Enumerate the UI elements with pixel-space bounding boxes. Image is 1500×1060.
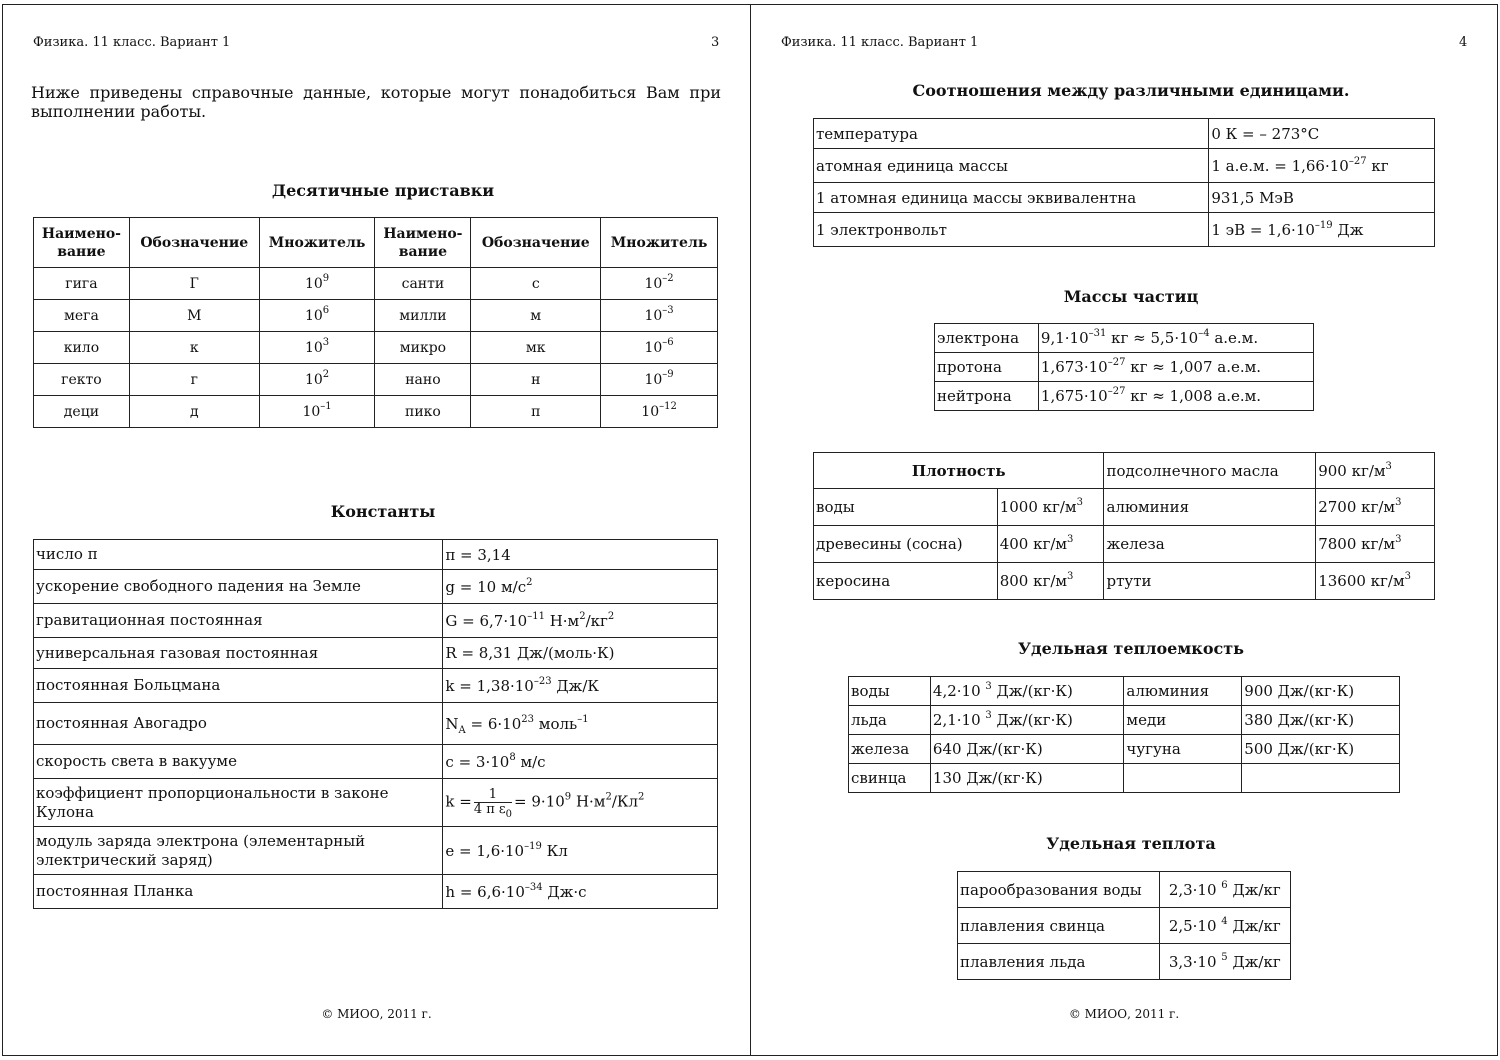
prefix-multiplier: $10^6$ [259,300,375,332]
density-substance: ртути [1104,563,1316,600]
constant-row [34,570,718,604]
unit-name: температура [814,119,1209,149]
prefixes-title: Десятичные приставки [271,181,495,200]
heat-row [958,944,1291,980]
density-value: 2700 $кг/м^3$ [1316,489,1435,526]
header-name: Наимено-вание [375,218,471,268]
heat-row [958,872,1291,908]
constant-name: ускорение свободного падения на Земле [34,570,443,604]
prefix-name: санти [375,268,471,300]
prefix-row [34,300,718,332]
density-substance: железа [1104,526,1316,563]
prefixes-table [33,217,718,428]
particle-name: протона [935,353,1039,382]
mass-row [935,324,1314,353]
prefix-symbol: М [129,300,259,332]
constant-value: $e = 1,6\cdot 10^{-19}$ Кл [443,827,718,875]
unit-row [814,119,1435,149]
heat-capacity-value: 2,1·10 $^3$ Дж/(кг·К) [930,706,1124,735]
density-substance: алюминия [1104,489,1316,526]
header-name: Наимено-вание [34,218,130,268]
constants-title: Константы [330,502,436,521]
units-table [813,118,1435,247]
unit-row [814,183,1435,213]
constant-value: $c = 3\cdot 10^8$ м/с [443,745,718,779]
unit-value: 1 эВ = $1,6\cdot 10^{-19}$ Дж [1209,213,1435,247]
prefix-multiplier: $10^2$ [259,364,375,396]
constant-value: k = $\frac{1}{4 \pi \varepsilon_0}$ = $9\cdot 10^9$ $Н\cdot м^2/Кл^2$ [443,779,718,827]
heat-capacity-substance: льда [849,706,931,735]
prefix-row [34,332,718,364]
prefix-row [34,396,718,428]
density-substance: подсолнечного масла [1104,453,1316,489]
prefix-multiplier: $10^{-1}$ [259,396,375,428]
heat-capacity-value: 640 Дж/(кг·К) [930,735,1124,764]
prefix-symbol: Г [129,268,259,300]
prefix-multiplier: $10^{-9}$ [601,364,718,396]
prefix-symbol: г [129,364,259,396]
coulomb-fraction: $\frac{1}{4 \pi \varepsilon_0}$ [473,787,513,820]
constant-name: постоянная Авогадро [34,703,443,745]
prefix-symbol: м [471,300,601,332]
header-multiplier: Множитель [601,218,718,268]
unit-name: 1 атомная единица массы эквивалентна [814,183,1209,213]
density-table [813,452,1435,600]
heat-process: парообразования воды [958,872,1160,908]
prefix-multiplier: $10^9$ [259,268,375,300]
heat-capacity-substance: железа [849,735,931,764]
density-substance: керосина [814,563,998,600]
page-header: Физика. 11 класс. Вариант 1 [33,35,231,50]
heat-capacity-value: 500 Дж/(кг·К) [1242,735,1400,764]
density-value: 1000 $кг/м^3$ [997,489,1104,526]
density-value: 800 $кг/м^3$ [997,563,1104,600]
page-3 [2,4,751,1056]
density-value: 900 $кг/м^3$ [1316,453,1435,489]
mass-row [935,353,1314,382]
page-number: 4 [1459,35,1468,50]
density-row [814,526,1435,563]
heat-capacity-substance: меди [1124,706,1242,735]
prefix-row [34,364,718,396]
prefix-name: милли [375,300,471,332]
constant-row [34,638,718,669]
constants-table [33,539,718,909]
prefix-name: нано [375,364,471,396]
heat-capacity-value: 130 Дж/(кг·К) [930,764,1124,793]
heat-capacity-substance: свинца [849,764,931,793]
heat-value: 2,3·10 $^6$ Дж/кг [1159,872,1290,908]
constant-row [34,827,718,875]
constant-row [34,779,718,827]
prefix-symbol: н [471,364,601,396]
constant-value: $N_A = 6\cdot 10^{23}$ моль$^{-1}$ [443,703,718,745]
heat-capacity-row [849,706,1400,735]
heat-value: 2,5·10 $^4$ Дж/кг [1159,908,1290,944]
page-footer: © МИОО, 2011 г. [1068,1007,1180,1021]
prefix-symbol: д [129,396,259,428]
units-title: Соотношения между различными единицами. [912,81,1350,100]
prefix-name: гекто [34,364,130,396]
prefix-name: деци [34,396,130,428]
prefix-symbol: п [471,396,601,428]
page-header: Физика. 11 класс. Вариант 1 [781,35,979,50]
constant-name: скорость света в вакууме [34,745,443,779]
heat-capacity-value: 900 Дж/(кг·К) [1242,677,1400,706]
prefix-symbol: к [129,332,259,364]
prefix-multiplier: $10^{-12}$ [601,396,718,428]
heat-capacity-value: 4,2·10 $^3$ Дж/(кг·К) [930,677,1124,706]
prefix-multiplier: $10^3$ [259,332,375,364]
heat-value: 3,3·10 $^5$ Дж/кг [1159,944,1290,980]
page-footer: © МИОО, 2011 г. [321,1007,432,1021]
masses-title: Массы частиц [1063,287,1199,306]
heat-row [958,908,1291,944]
constant-name: постоянная Планка [34,875,443,909]
intro-text: Ниже приведены справочные данные, которые могут понадобиться Вам при выполнении работы. [31,83,721,121]
page-number: 3 [711,35,720,50]
constant-value: R = 8,31 Дж/(моль·К) [443,638,718,669]
unit-row [814,213,1435,247]
constant-name: коэффициент пропорциональности в законе Кулона [34,779,443,827]
heat-capacity-substance: алюминия [1124,677,1242,706]
heat-process: плавления льда [958,944,1160,980]
density-substance: древесины (сосна) [814,526,998,563]
constant-value: g = 10 $м/с^2$ [443,570,718,604]
heat-capacity-substance [1124,764,1242,793]
prefix-name: пико [375,396,471,428]
constant-name: число π [34,540,443,570]
constant-name: модуль заряда электрона (элементарный электрический заряд) [34,827,443,875]
constant-row [34,875,718,909]
heat-capacity-row [849,677,1400,706]
constant-value: $k = 1,38\cdot 10^{-23}$ Дж/К [443,669,718,703]
unit-value: 0 К = – 273°С [1209,119,1435,149]
particle-name: нейтрона [935,382,1039,411]
constant-row [34,604,718,638]
density-substance: воды [814,489,998,526]
heat-capacity-table [848,676,1400,793]
constant-value: $h = 6,6\cdot 10^{-34}$ Дж·с [443,875,718,909]
constant-row [34,745,718,779]
header-multiplier: Множитель [259,218,375,268]
particle-mass: $1,675\cdot 10^{-27}$ кг ≈ 1,008 а.е.м. [1038,382,1313,411]
unit-row [814,149,1435,183]
particle-mass: $1,673\cdot 10^{-27}$ кг ≈ 1,007 а.е.м. [1038,353,1313,382]
density-row [814,489,1435,526]
heat-capacity-row [849,735,1400,764]
heat-capacity-substance: чугуна [1124,735,1242,764]
constant-row [34,669,718,703]
mass-row [935,382,1314,411]
heat-capacity-substance: воды [849,677,931,706]
prefix-row [34,268,718,300]
masses-table [934,323,1314,411]
unit-value: 1 а.е.м. = $1,66\cdot 10^{-27}$ кг [1209,149,1435,183]
constant-row [34,703,718,745]
unit-name: 1 электронвольт [814,213,1209,247]
prefix-multiplier: $10^{-3}$ [601,300,718,332]
constant-name: постоянная Больцмана [34,669,443,703]
heat-capacity-value [1242,764,1400,793]
heat-capacity-row [849,764,1400,793]
prefix-multiplier: $10^{-6}$ [601,332,718,364]
prefix-name: микро [375,332,471,364]
particle-mass: $9,1\cdot 10^{-31}$ кг ≈ $5,5\cdot 10^{-4}$ а.е.м. [1038,324,1313,353]
density-value: 13600 $кг/м^3$ [1316,563,1435,600]
heat-capacity-value: 380 Дж/(кг·К) [1242,706,1400,735]
header-symbol: Обозначение [129,218,259,268]
heat-capacity-title: Удельная теплоемкость [1017,639,1244,658]
constant-name: гравитационная постоянная [34,604,443,638]
prefix-symbol: с [471,268,601,300]
prefix-name: гига [34,268,130,300]
unit-name: атомная единица массы [814,149,1209,183]
constant-name: универсальная газовая постоянная [34,638,443,669]
heat-process: плавления свинца [958,908,1160,944]
heat-table [957,871,1291,980]
prefix-multiplier: $10^{-2}$ [601,268,718,300]
density-value: 7800 $кг/м^3$ [1316,526,1435,563]
page-4 [750,4,1498,1056]
prefix-symbol: мк [471,332,601,364]
prefix-name: мега [34,300,130,332]
constant-value: $G = 6,7\cdot 10^{-11}$ $Н\cdot м^2/кг^2$ [443,604,718,638]
constant-row [34,540,718,570]
prefix-name: кило [34,332,130,364]
density-row [814,563,1435,600]
unit-value: 931,5 МэВ [1209,183,1435,213]
particle-name: электрона [935,324,1039,353]
heat-title: Удельная теплота [1046,834,1216,853]
density-title: Плотность [814,453,1104,489]
header-symbol: Обозначение [471,218,601,268]
constant-value: π = 3,14 [443,540,718,570]
density-value: 400 $кг/м^3$ [997,526,1104,563]
